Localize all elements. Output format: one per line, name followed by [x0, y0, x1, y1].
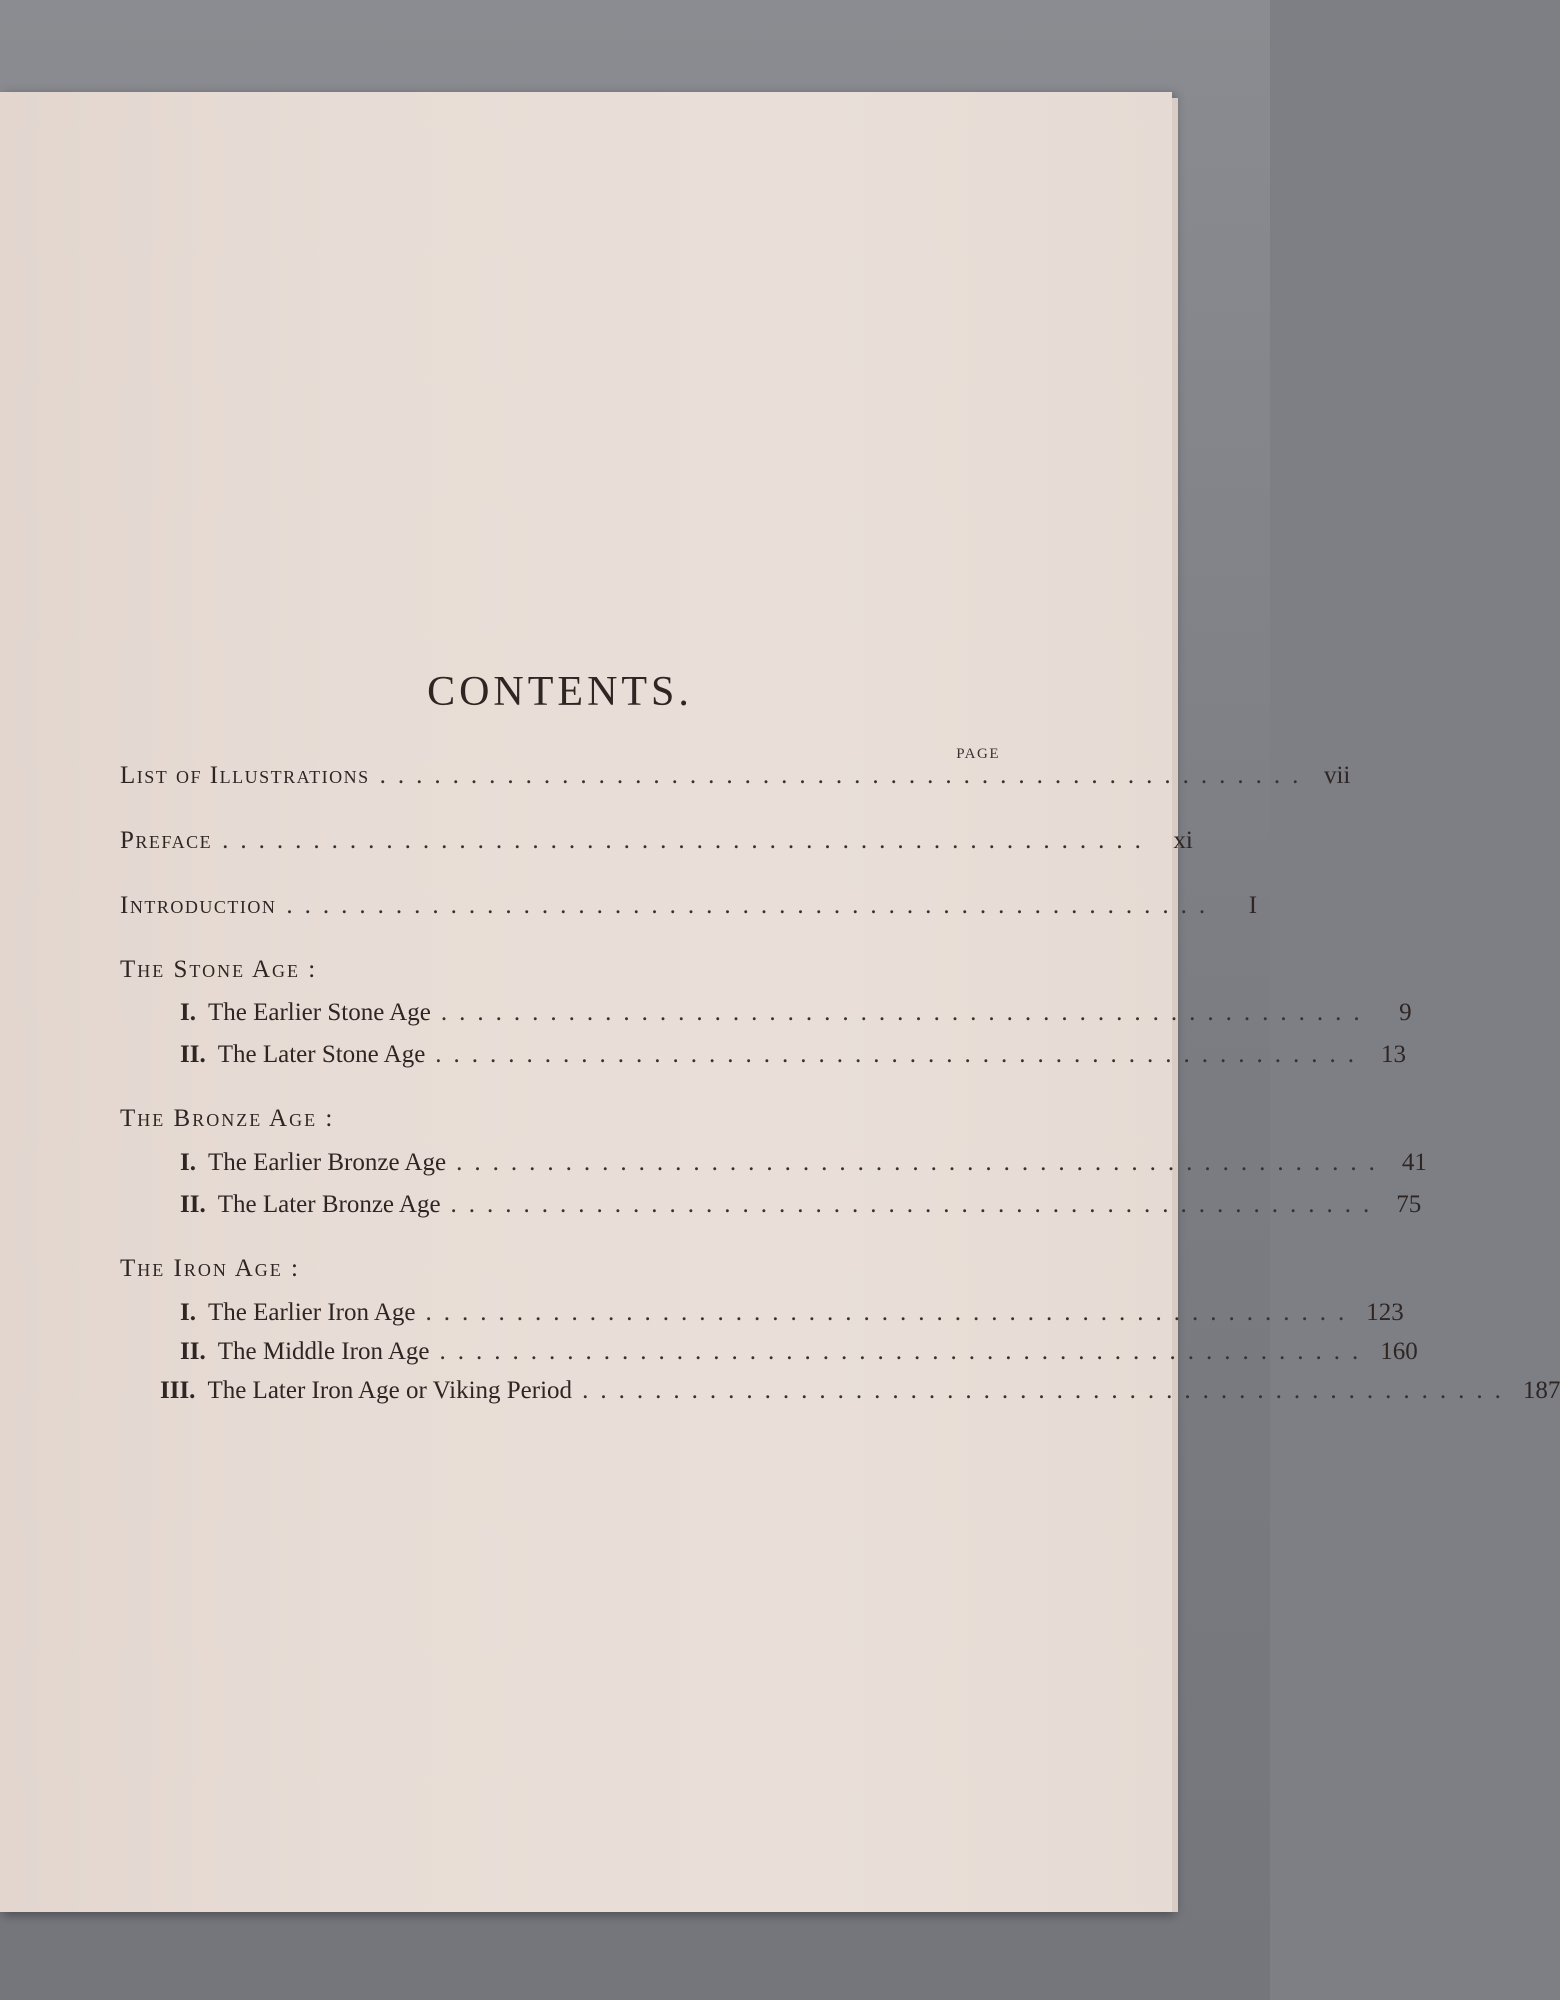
entry-page: 123 — [1366, 1299, 1404, 1326]
chapter-numeral: I. — [180, 999, 196, 1026]
entry-page: 41 — [1401, 1149, 1427, 1176]
entry-page: I — [1248, 892, 1258, 919]
entry-label: The Later Iron Age or Viking Period — [207, 1377, 573, 1404]
chapter-numeral: I. — [180, 1149, 196, 1176]
chapter-numeral: II. — [180, 1191, 206, 1218]
dot-leader: ................................................... — [435, 1041, 1367, 1068]
toc-entry-later-bronze-age[interactable] — [180, 1191, 1422, 1225]
dot-leader: ................................................... — [222, 827, 1153, 854]
dot-leader: ................................................... — [379, 762, 1311, 789]
entry-label: The Earlier Bronze Age — [207, 1149, 447, 1176]
toc-entry-introduction[interactable] — [120, 892, 1258, 926]
page-column-label: PAGE — [956, 746, 1000, 762]
dot-leader: ................................................... — [439, 1338, 1371, 1365]
entry-label: The Later Bronze Age — [217, 1191, 441, 1218]
entry-label: The Earlier Iron Age — [207, 1299, 416, 1326]
dot-leader: ................................................... — [286, 892, 1218, 919]
entry-label: The Later Stone Age — [217, 1041, 426, 1068]
dot-leader: ................................................... — [582, 1377, 1513, 1404]
entry-label: Preface — [120, 827, 213, 854]
dot-leader: ................................................... — [440, 999, 1372, 1026]
dot-leader: ................................................... — [450, 1191, 1382, 1218]
section-heading-bronze-age: The Bronze Age : — [120, 1105, 335, 1132]
entry-page: 187 — [1522, 1377, 1560, 1404]
toc-entry-later-stone-age[interactable] — [180, 1041, 1407, 1075]
toc-entry-preface[interactable] — [120, 827, 1193, 861]
entry-page: 75 — [1396, 1191, 1422, 1218]
chapter-numeral: II. — [180, 1041, 206, 1068]
contents-title: CONTENTS. — [427, 669, 693, 715]
section-heading-iron-age: The Iron Age : — [120, 1255, 300, 1282]
section-heading-stone-age: The Stone Age : — [120, 956, 318, 983]
entry-label: List of Illustrations — [120, 762, 370, 789]
chapter-numeral: II. — [180, 1338, 206, 1365]
entry-page: vii — [1323, 762, 1351, 789]
toc-entry-illustrations[interactable] — [120, 762, 1351, 796]
entry-label: The Middle Iron Age — [217, 1338, 430, 1365]
entry-page: 13 — [1381, 1041, 1407, 1068]
dot-leader: ................................................... — [425, 1299, 1357, 1326]
toc-entry-earlier-stone-age[interactable] — [180, 999, 1412, 1033]
entry-label: Introduction — [120, 892, 277, 919]
toc-entry-earlier-iron-age[interactable] — [180, 1299, 1404, 1333]
entry-page: xi — [1173, 827, 1193, 854]
entry-page: 160 — [1380, 1338, 1418, 1365]
chapter-numeral: I. — [180, 1299, 196, 1326]
book-page — [0, 92, 1560, 1912]
toc-entry-later-iron-age[interactable] — [160, 1377, 1560, 1411]
toc-entry-earlier-bronze-age[interactable] — [180, 1149, 1427, 1183]
dot-leader: ................................................... — [456, 1149, 1387, 1176]
toc-entry-middle-iron-age[interactable] — [180, 1338, 1418, 1372]
entry-page: 9 — [1399, 999, 1412, 1026]
chapter-numeral: III. — [160, 1377, 196, 1404]
entry-label: The Earlier Stone Age — [207, 999, 431, 1026]
